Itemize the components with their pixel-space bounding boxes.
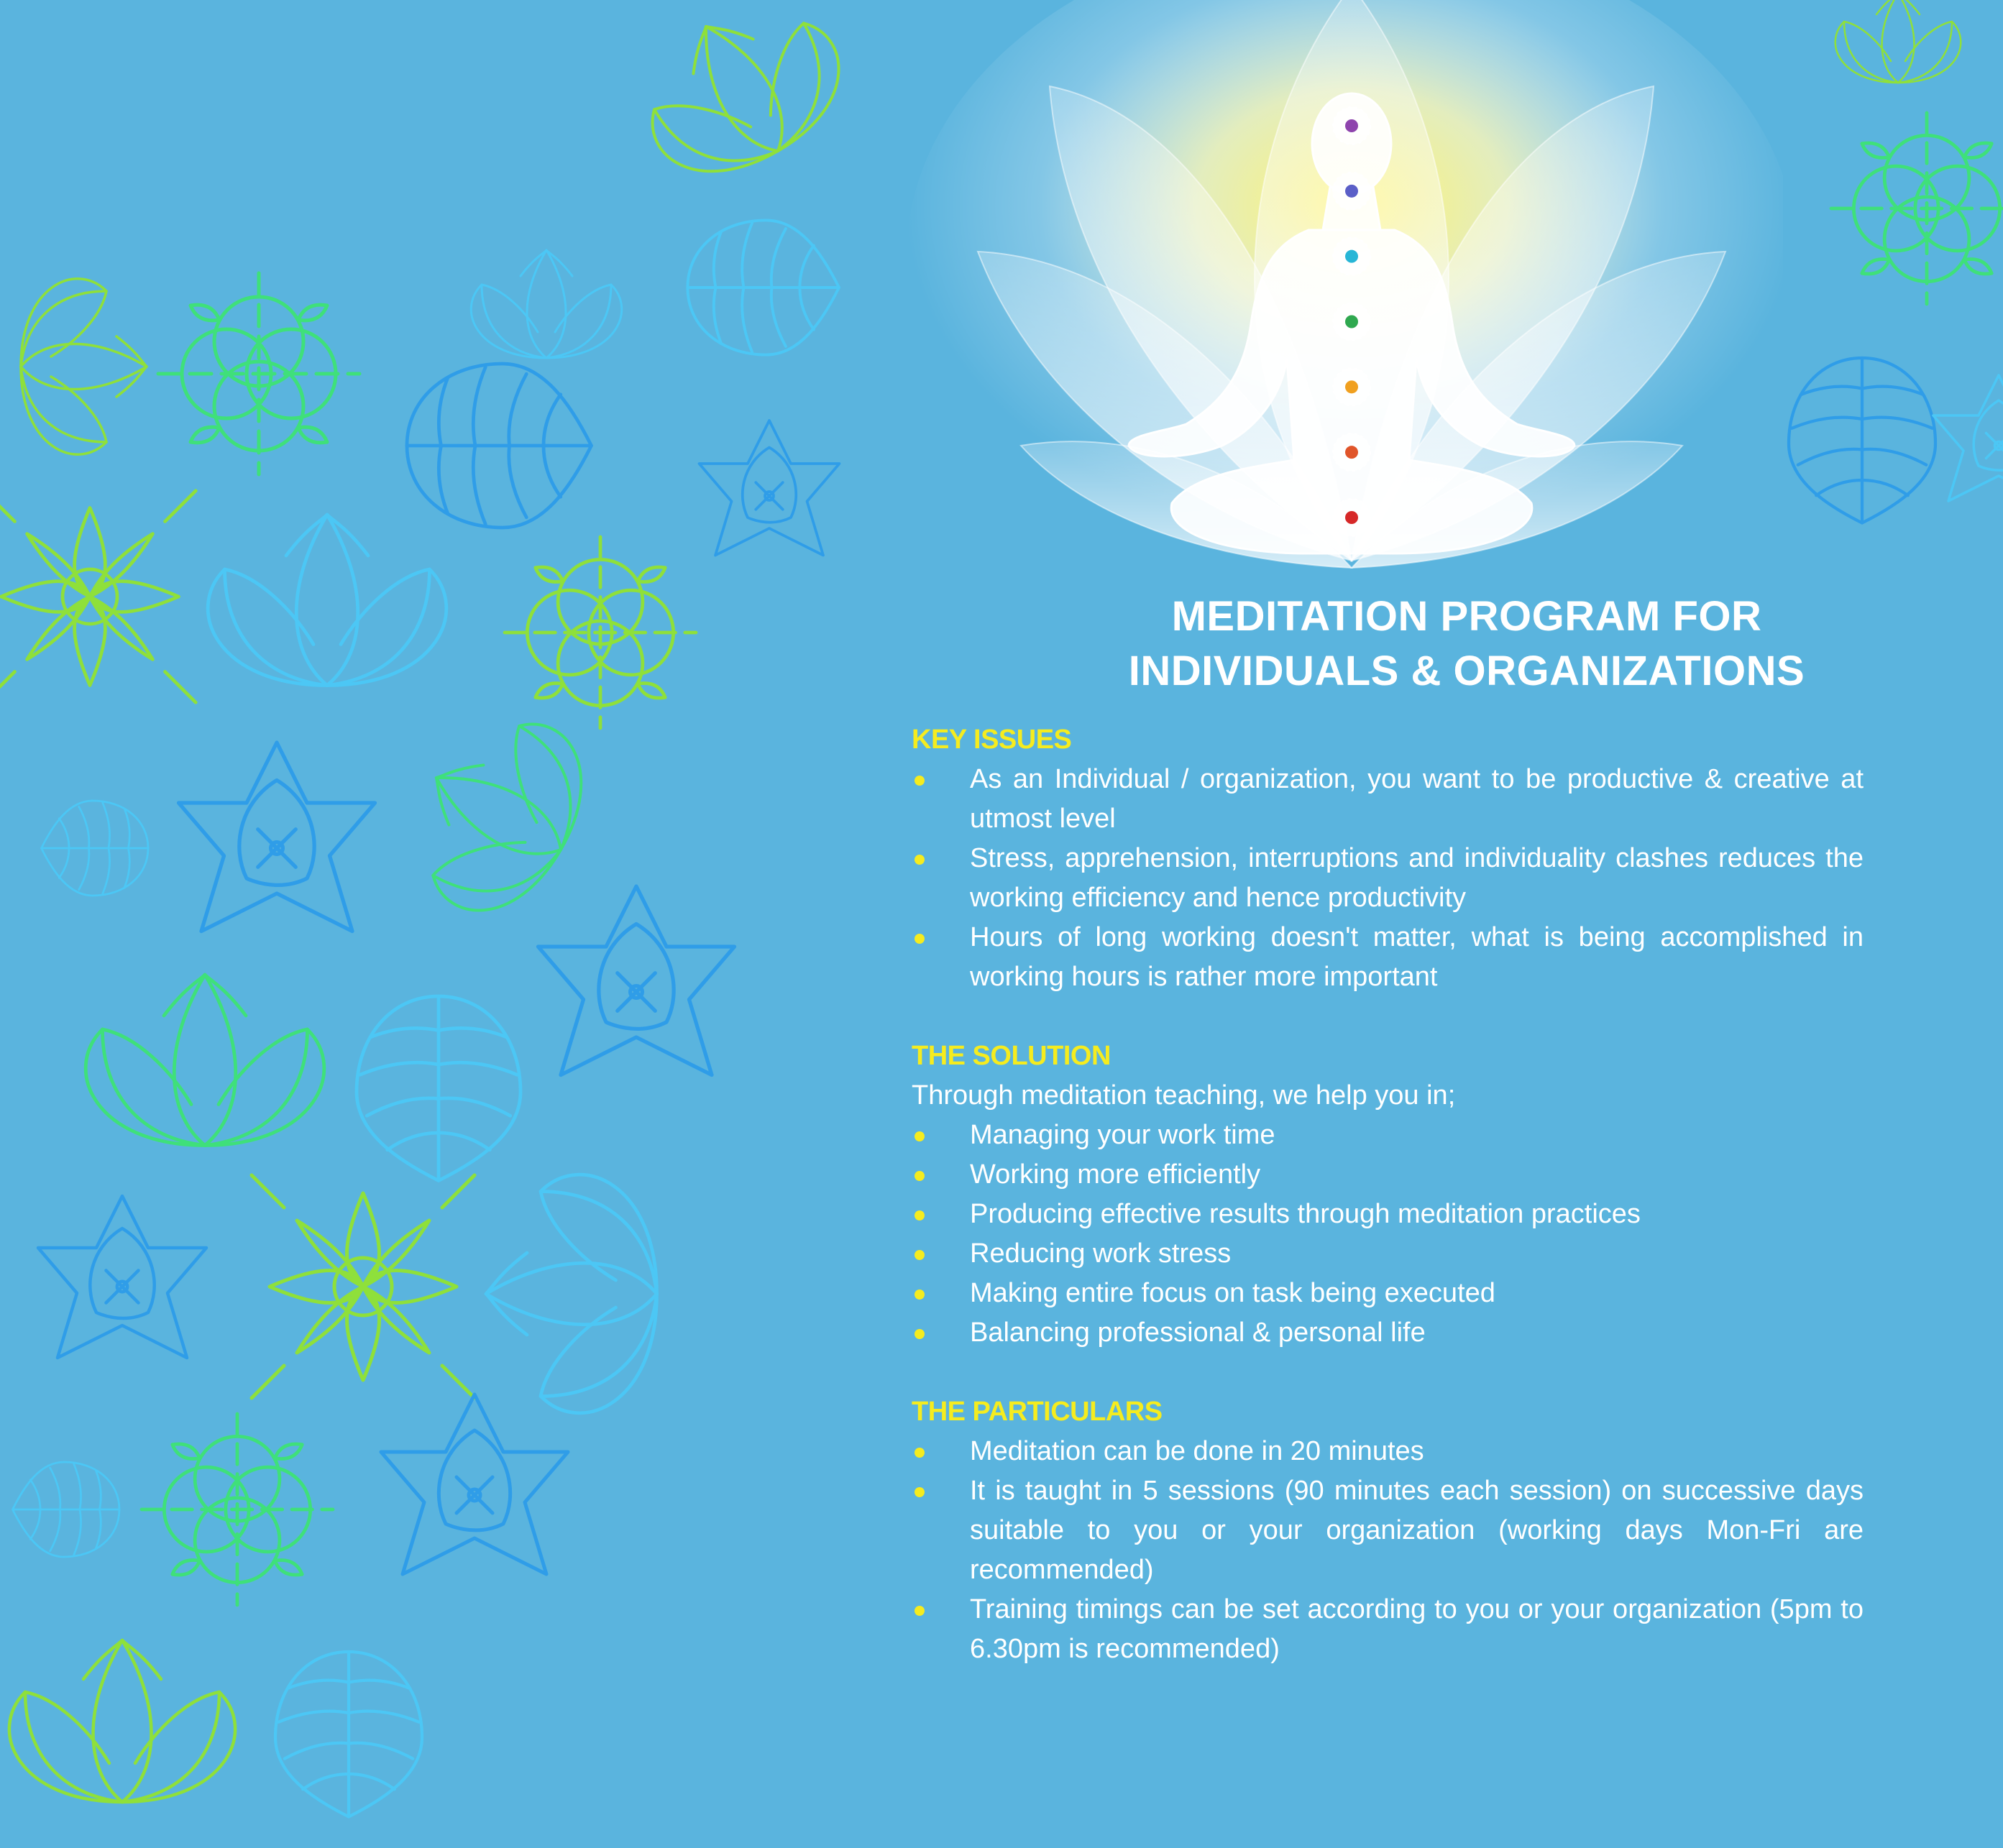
list-item: [912, 1155, 1864, 1195]
star-flower-icon: [381, 1394, 568, 1574]
list-item: [912, 1471, 1864, 1590]
content-body: [912, 720, 1864, 1709]
key-issues-heading: KEY ISSUES: [912, 725, 1072, 755]
leaf-icon: [275, 1652, 422, 1817]
chakra-dot: [1345, 380, 1358, 393]
lotus-icon: [21, 279, 147, 454]
list-item: [912, 839, 1864, 918]
title-line-1: MEDITATION PROGRAM FOR: [1171, 593, 1762, 640]
list-item: [912, 1432, 1864, 1471]
flower-icon: [1831, 113, 2003, 304]
leaf-icon: [357, 996, 521, 1181]
list-item-text: Making entire focus on task being executed: [970, 1278, 1495, 1308]
sunburst-flower-icon: [252, 1175, 475, 1398]
chakra-dot: [1345, 185, 1358, 198]
list-item-text: Training timings can be set according to you or your organization (5pm to 6.30pm is recommended): [970, 1594, 1864, 1664]
flower-icon: [142, 1414, 333, 1605]
bullet-icon: [915, 1171, 925, 1181]
lotus-icon: [619, 0, 865, 201]
list-item: [912, 1234, 1864, 1274]
leaf-icon: [1789, 358, 1935, 523]
bullet-icon: [915, 1329, 925, 1339]
star-flower-icon: [1933, 375, 2003, 501]
leaf-icon: [12, 1462, 119, 1557]
bullet-icon: [915, 934, 925, 944]
list-item-text: Balancing professional & personal life: [970, 1318, 1426, 1348]
star-flower-icon: [700, 420, 840, 556]
leaf-icon: [42, 801, 149, 896]
bullet-icon: [915, 776, 925, 786]
chakra-dot: [1345, 119, 1358, 132]
key-issues-list: [912, 760, 1864, 997]
star-flower-icon: [538, 886, 735, 1075]
list-item: [912, 918, 1864, 997]
chakra-dot: [1345, 511, 1358, 524]
bullet-icon: [915, 1606, 925, 1616]
flower-icon: [505, 537, 696, 728]
list-item-text: As an Individual / organization, you want to be productive & creative at utmost level: [970, 764, 1864, 834]
lotus-icon: [208, 515, 446, 686]
list-item-text: It is taught in 5 sessions (90 minutes each session) on successive days suitable to you or your organization (working days Mon-Fri are recommended): [970, 1476, 1864, 1585]
title-line-2: INDIVIDUALS & ORGANIZATIONS: [1128, 648, 1805, 694]
star-flower-icon: [38, 1196, 206, 1358]
lotus-icon: [471, 250, 621, 358]
solution-heading: THE SOLUTION: [912, 1041, 1111, 1071]
sunburst-flower-icon: [0, 491, 196, 703]
bullet-icon: [915, 1131, 925, 1141]
list-item-text: Stress, apprehension, interruptions and individuality clashes reduces the working efficiency and hence productivity: [970, 843, 1864, 913]
list-item: [912, 1116, 1864, 1155]
key-issues-section: [912, 720, 1864, 997]
lotus-icon: [86, 975, 324, 1146]
chakra-dot: [1345, 446, 1358, 459]
bullet-icon: [915, 855, 925, 865]
lotus-icon: [386, 691, 611, 937]
list-item: [912, 760, 1864, 839]
chakra-dot: [1345, 316, 1358, 328]
particulars-list: [912, 1432, 1864, 1669]
bullet-icon: [915, 1290, 925, 1300]
bullet-icon: [915, 1250, 925, 1260]
list-item-text: Managing your work time: [970, 1120, 1275, 1150]
bullet-icon: [915, 1487, 925, 1497]
particulars-heading: THE PARTICULARS: [912, 1397, 1163, 1427]
list-item: [912, 1590, 1864, 1669]
list-item: [912, 1195, 1864, 1234]
bullet-icon: [915, 1448, 925, 1458]
list-item-text: Producing effective results through meditation practices: [970, 1199, 1641, 1229]
meditation-figure-illustration: [848, 0, 1783, 589]
lotus-icon: [9, 1640, 235, 1802]
lotus-icon: [1835, 0, 1961, 83]
list-item-text: Meditation can be done in 20 minutes: [970, 1436, 1424, 1466]
bullet-icon: [915, 1210, 925, 1220]
lotus-icon: [486, 1174, 657, 1413]
list-item: [912, 1313, 1864, 1353]
page-title: [877, 589, 2003, 699]
list-item-text: Hours of long working doesn't matter, what is being accomplished in working hours is rather more important: [970, 922, 1864, 992]
leaf-icon: [687, 220, 839, 354]
star-flower-icon: [179, 743, 375, 932]
particulars-section: [912, 1392, 1864, 1669]
lotus-ornament-pattern: [0, 0, 877, 1848]
solution-list: [912, 1116, 1864, 1353]
list-item: [912, 1274, 1864, 1313]
flower-icon: [158, 273, 359, 474]
list-item-text: Working more efficiently: [970, 1159, 1261, 1190]
list-item-text: Reducing work stress: [970, 1238, 1232, 1269]
leaf-icon: [407, 364, 592, 528]
solution-section: [912, 1036, 1864, 1353]
solution-intro: Through meditation teaching, we help you in;: [912, 1080, 1456, 1111]
chakra-dot: [1345, 250, 1358, 263]
